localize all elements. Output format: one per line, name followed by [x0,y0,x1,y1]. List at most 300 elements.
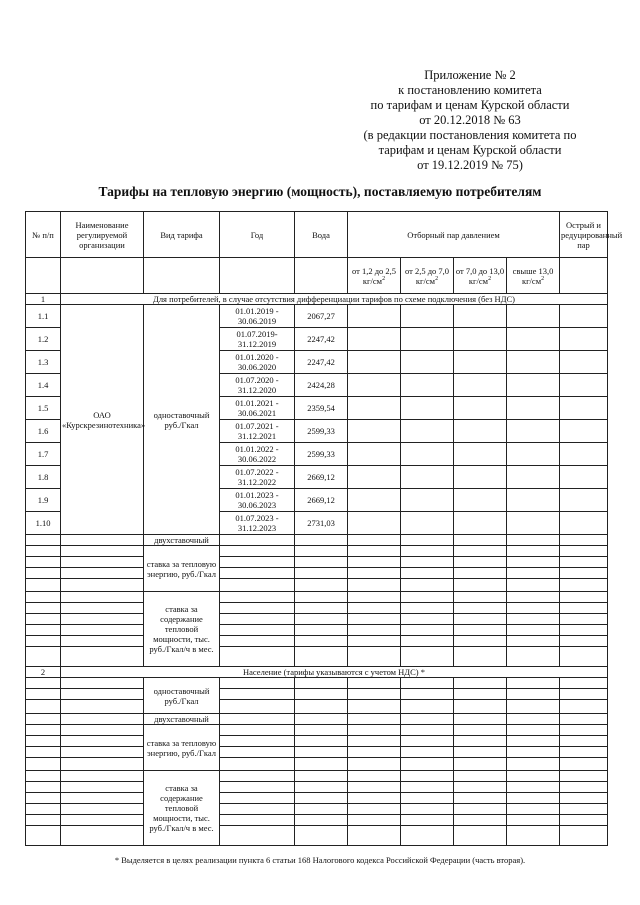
section-2-label: Население (тарифы указываются с учетом НДС) * [61,667,608,678]
empty-cell [560,546,608,557]
empty-cell [348,771,401,782]
empty-cell [61,782,144,793]
empty-cell [348,614,401,625]
water-value: 2359,54 [295,397,348,420]
empty-cell [454,804,507,815]
empty-cell [454,747,507,758]
empty-cell [401,625,454,636]
empty-cell [220,579,295,592]
header-steam: Отборный пар давлением [348,212,560,258]
empty-cell [401,397,454,420]
org-name: ОАО «Курскрезинотехника» [61,305,144,535]
period: 01.07.2022 - 31.12.2022 [220,466,295,489]
empty-cell [454,736,507,747]
capacity-row [26,636,608,647]
empty-cell [348,625,401,636]
empty-cell [560,305,608,328]
empty-cell [220,647,295,667]
empty-cell [295,714,348,725]
empty-cell [295,647,348,667]
empty-cell [454,725,507,736]
empty-cell [560,579,608,592]
row-num: 1.8 [26,466,61,489]
empty-cell [348,592,401,603]
empty-cell [454,700,507,714]
empty-cell [401,793,454,804]
empty-cell [560,826,608,846]
empty-cell [401,614,454,625]
empty-cell [220,636,295,647]
empty-cell [560,736,608,747]
empty-cell [295,625,348,636]
period: 01.01.2023 - 30.06.2023 [220,489,295,512]
empty-cell [401,374,454,397]
header-tariff-type: Вид тарифа [144,212,220,258]
empty-cell [348,736,401,747]
s2-two-part: двухставочный [144,714,220,725]
empty-cell [454,328,507,351]
empty-cell [348,689,401,700]
empty-cell [295,793,348,804]
empty-cell [348,804,401,815]
empty-cell [220,782,295,793]
empty-cell [454,625,507,636]
empty-cell [295,689,348,700]
empty-cell [401,546,454,557]
empty-cell [401,714,454,725]
capacity-row [26,625,608,636]
empty-cell [348,678,401,689]
empty-cell [454,489,507,512]
footnote: * Выделяется в целях реализации пункта 6 статьи 168 Налогового кодекса Российской Федерации (часть вторая). [114,855,526,865]
empty-cell [560,512,608,535]
header-sharp-steam: Острый и редуцированный пар [560,212,608,258]
section-2-row [26,667,608,678]
empty-cell [220,736,295,747]
empty-cell [401,725,454,736]
energy-row [26,758,608,771]
empty-cell [61,546,144,557]
empty-cell [348,647,401,667]
empty-cell [61,793,144,804]
empty-cell [560,700,608,714]
appendix-block [320,68,620,173]
empty-cell [26,771,61,782]
empty-cell [26,782,61,793]
empty-cell [454,714,507,725]
header-steam-2: от 2,5 до 7,0 $кг/см^2$ [401,258,454,294]
empty-cell [401,736,454,747]
empty-cell [454,636,507,647]
empty-cell [560,568,608,579]
empty-cell [401,636,454,647]
empty-cell [61,747,144,758]
empty-cell [26,647,61,667]
empty-cell [348,579,401,592]
empty-cell [507,725,560,736]
empty-cell [454,351,507,374]
empty-cell [507,793,560,804]
empty-cell [295,546,348,557]
water-value: 2247,42 [295,351,348,374]
empty-cell [26,700,61,714]
empty-cell [295,826,348,846]
section-1-label: Для потребителей, в случае отсутствия дифференциации тарифов по схеме подключения (без НДС) [61,294,608,305]
empty-cell [348,443,401,466]
empty-cell [220,614,295,625]
empty-cell [26,535,61,546]
empty-cell [507,804,560,815]
tariff-row [26,305,608,328]
empty-cell [507,466,560,489]
capacity-row [26,782,608,793]
s2-single: одноставочный руб./Гкал [144,678,220,714]
empty-cell [454,678,507,689]
capacity-row [26,793,608,804]
empty-cell [61,568,144,579]
empty-cell [220,758,295,771]
water-value: 2247,42 [295,328,348,351]
row-num: 1.9 [26,489,61,512]
empty-cell [26,736,61,747]
empty-cell [454,397,507,420]
empty-cell [61,603,144,614]
empty-cell [348,826,401,846]
empty-cell [401,305,454,328]
row-num: 1.4 [26,374,61,397]
energy-row [26,579,608,592]
empty-cell [220,592,295,603]
empty-cell [401,512,454,535]
appendix-line: от 19.12.2019 № 75) [417,158,523,172]
empty-cell [61,614,144,625]
empty-cell [348,535,401,546]
empty-cell [61,714,144,725]
empty-cell [560,793,608,804]
s1-energy-rate: ставка за тепловую энергию, руб./Гкал [144,546,220,592]
empty-cell [560,557,608,568]
empty-cell [295,700,348,714]
energy-row [26,736,608,747]
empty-cell [454,592,507,603]
empty-cell [220,546,295,557]
empty-cell [560,397,608,420]
empty-cell [220,678,295,689]
empty-cell [220,815,295,826]
capacity-row [26,815,608,826]
empty-cell [454,579,507,592]
empty-cell [61,689,144,700]
empty-cell [507,771,560,782]
tariff-table [25,211,623,846]
empty-cell [348,636,401,647]
section-1-num: 1 [26,294,61,305]
empty-cell [507,747,560,758]
empty-cell [401,826,454,846]
empty-cell [26,793,61,804]
empty-cell [507,603,560,614]
empty-cell [220,793,295,804]
empty-cell [560,592,608,603]
empty-cell [220,568,295,579]
empty-cell [61,815,144,826]
appendix-line: (в редакции постановления комитета по [363,128,577,142]
water-value: 2599,33 [295,420,348,443]
empty-cell [507,568,560,579]
row-num: 1.7 [26,443,61,466]
empty-cell [295,804,348,815]
energy-row [26,725,608,736]
empty-cell [560,804,608,815]
empty-cell [61,678,144,689]
empty-cell [26,625,61,636]
single-row [26,678,608,689]
section-2-num: 2 [26,667,61,678]
empty-cell [220,747,295,758]
empty-cell [507,758,560,771]
header-steam-1: от 1,2 до 2,5 $кг/см^2$ [348,258,401,294]
empty-cell [295,568,348,579]
empty-cell [560,614,608,625]
empty-cell [454,466,507,489]
empty-cell [560,647,608,667]
empty-cell [348,374,401,397]
empty-cell [401,535,454,546]
document-title: Тарифы на тепловую энергию (мощность), поставляемую потребителям [98,184,542,199]
period: 01.07.2023 - 31.12.2023 [220,512,295,535]
empty-cell [401,351,454,374]
empty-cell [348,758,401,771]
water-value: 2599,33 [295,443,348,466]
empty-cell [26,678,61,689]
empty-cell [26,804,61,815]
empty-cell [560,328,608,351]
empty-cell [560,771,608,782]
empty-cell [454,568,507,579]
header-num: № п/п [26,212,61,258]
empty-cell [401,782,454,793]
empty-cell [401,804,454,815]
header-year: Год [220,212,295,258]
empty-cell [454,420,507,443]
empty-cell [454,374,507,397]
empty-cell [348,351,401,374]
empty-cell [560,603,608,614]
empty-cell [507,782,560,793]
empty-cell [560,758,608,771]
appendix-line: к постановлению комитета [398,83,542,97]
empty-cell [401,579,454,592]
two-part-row [26,535,608,546]
empty-cell [348,747,401,758]
empty-cell [507,351,560,374]
empty-cell [507,557,560,568]
empty-cell [61,625,144,636]
empty-cell [560,489,608,512]
empty-cell [507,489,560,512]
empty-cell [295,758,348,771]
empty-cell [507,535,560,546]
empty-cell [295,557,348,568]
energy-row [26,546,608,557]
two-part-row [26,714,608,725]
empty-cell [61,592,144,603]
empty-cell [348,725,401,736]
empty-cell [348,793,401,804]
empty-cell [61,804,144,815]
empty-cell [507,700,560,714]
empty-cell [401,689,454,700]
empty-cell [507,826,560,846]
empty-cell [454,535,507,546]
empty-cell [220,714,295,725]
empty-cell [401,328,454,351]
water-value: 2067,27 [295,305,348,328]
empty-cell [507,305,560,328]
empty-cell [401,592,454,603]
capacity-row [26,771,608,782]
empty-cell [348,489,401,512]
s2-energy-rate: ставка за тепловую энергию, руб./Гкал [144,725,220,771]
single-row [26,689,608,700]
tariff-single: одноставочный руб./Гкал [144,305,220,535]
empty-cell [220,725,295,736]
empty-cell [61,557,144,568]
empty-cell [454,782,507,793]
empty-cell [295,579,348,592]
empty-cell [26,557,61,568]
empty-cell [295,678,348,689]
empty-cell [454,647,507,667]
empty-cell [26,636,61,647]
empty-cell [401,420,454,443]
empty-cell [401,568,454,579]
single-row [26,700,608,714]
empty-cell [295,636,348,647]
empty-cell [220,826,295,846]
capacity-row [26,603,608,614]
empty-cell [26,579,61,592]
empty-cell [295,736,348,747]
empty-cell [507,512,560,535]
empty-cell [560,689,608,700]
empty-cell [61,758,144,771]
empty-cell [220,771,295,782]
empty-cell [348,420,401,443]
capacity-row [26,826,608,846]
empty-cell [454,512,507,535]
empty-cell [560,725,608,736]
empty-cell [401,443,454,466]
row-num: 1.1 [26,305,61,328]
empty-cell [454,614,507,625]
empty-cell [507,328,560,351]
empty-cell [507,636,560,647]
empty-cell [560,815,608,826]
capacity-row [26,592,608,603]
period: 01.01.2022 - 30.06.2022 [220,443,295,466]
energy-row [26,557,608,568]
empty-cell [295,747,348,758]
period: 01.07.2019- 31.12.2019 [220,328,295,351]
period: 01.01.2020 - 30.06.2020 [220,351,295,374]
empty-cell [454,758,507,771]
empty-cell [220,557,295,568]
energy-row [26,568,608,579]
empty-cell [348,466,401,489]
empty-cell [454,689,507,700]
empty-cell [401,700,454,714]
empty-cell [26,689,61,700]
water-value: 2424,28 [295,374,348,397]
empty-cell [26,714,61,725]
empty-cell [507,546,560,557]
s2-capacity-rate: ставка за содержание тепловой мощности, тыс. руб./Гкал/ч в мес. [144,771,220,846]
empty-cell [507,420,560,443]
appendix-line: тарифам и ценам Курской области [378,143,562,157]
empty-cell [26,725,61,736]
empty-cell [507,592,560,603]
empty-cell [507,397,560,420]
empty-cell [295,782,348,793]
period: 01.07.2020 - 31.12.2020 [220,374,295,397]
empty-cell [401,489,454,512]
empty-cell [220,700,295,714]
empty-cell [61,771,144,782]
empty-cell [454,305,507,328]
empty-cell [348,700,401,714]
empty-cell [507,443,560,466]
s1-capacity-rate: ставка за содержание тепловой мощности, тыс. руб./Гкал/ч в мес. [144,592,220,667]
empty-cell [560,636,608,647]
capacity-row [26,614,608,625]
water-value: 2669,12 [295,466,348,489]
row-num: 1.2 [26,328,61,351]
empty-cell [26,568,61,579]
empty-cell [560,535,608,546]
empty-cell [560,351,608,374]
empty-cell [295,815,348,826]
empty-cell [348,782,401,793]
water-value: 2669,12 [295,489,348,512]
row-num: 1.3 [26,351,61,374]
empty-cell [295,603,348,614]
empty-cell [507,689,560,700]
empty-cell [61,700,144,714]
empty-cell [507,625,560,636]
empty-cell [560,782,608,793]
empty-cell [26,603,61,614]
empty-cell [295,725,348,736]
empty-cell [61,535,144,546]
empty-cell [454,443,507,466]
empty-cell [454,793,507,804]
empty-cell [348,714,401,725]
empty-cell [454,603,507,614]
empty-cell [560,747,608,758]
energy-row [26,747,608,758]
empty-cell [348,557,401,568]
empty-cell [348,305,401,328]
empty-cell [401,557,454,568]
empty-cell [348,397,401,420]
appendix-line: по тарифам и ценам Курской области [370,98,570,112]
empty-cell [295,535,348,546]
empty-cell [401,771,454,782]
header-steam-3: от 7,0 до 13,0 $кг/см^2$ [454,258,507,294]
empty-cell [560,678,608,689]
appendix-line: от 20.12.2018 № 63 [419,113,521,127]
